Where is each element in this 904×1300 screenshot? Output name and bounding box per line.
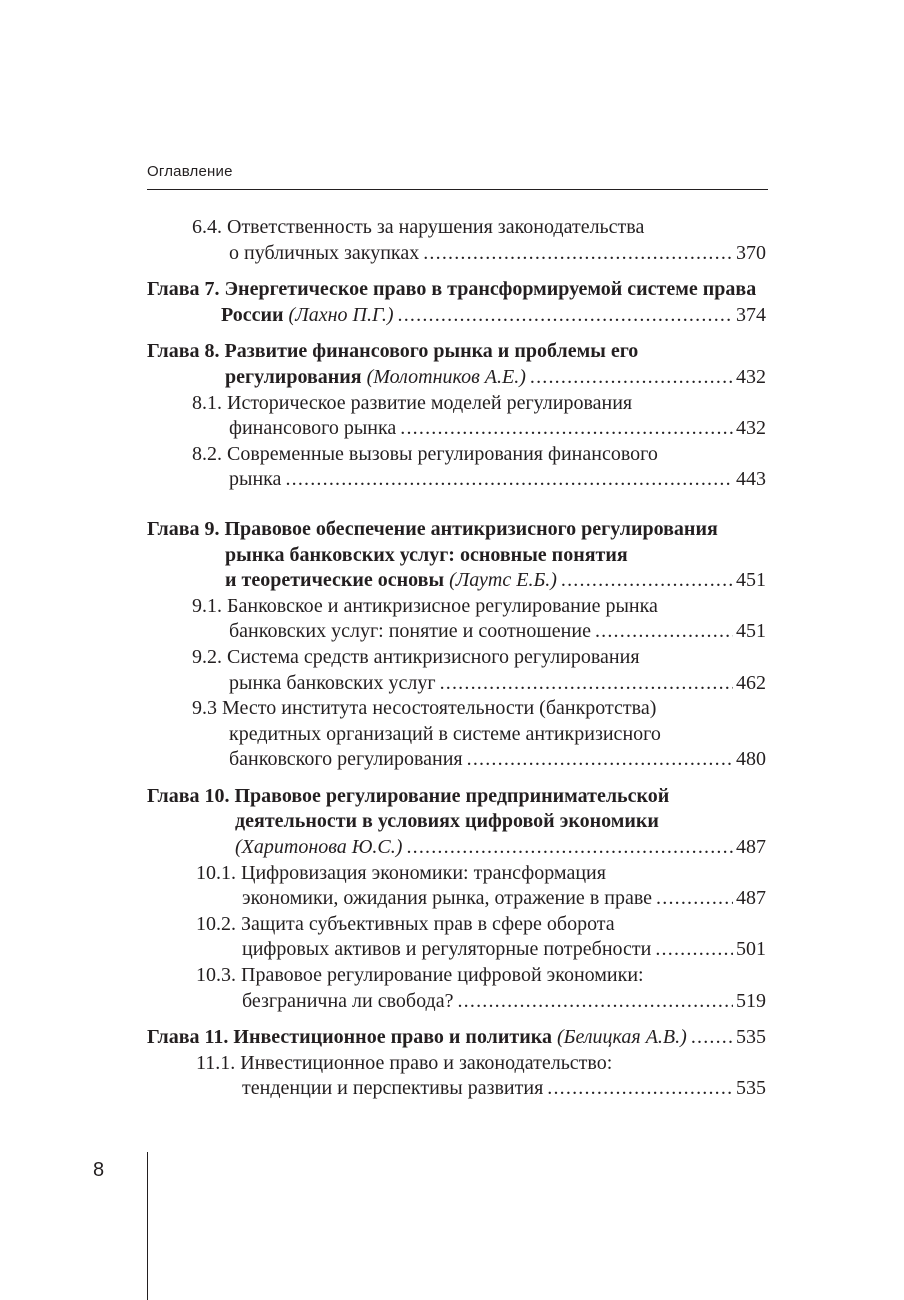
toc-page-number: 374	[736, 303, 766, 326]
toc-page-number: 443	[736, 468, 766, 491]
toc-page-number: 501	[736, 938, 766, 961]
toc-section-title: 6.4. Ответственность за нарушения законодательства	[192, 216, 645, 238]
dot-leader	[467, 747, 733, 773]
toc-chapter-title-cont: рынка банковских услуг: основные понятия	[225, 543, 628, 566]
toc-section-10-2	[147, 912, 766, 963]
dot-leader	[655, 937, 733, 963]
toc-section-8-1	[147, 391, 766, 442]
toc-page-number: 432	[736, 365, 766, 388]
toc-page-number: 487	[736, 887, 766, 910]
toc-chapter-author: (Белицкая А.В.)	[557, 1026, 687, 1049]
toc-chapter-title: Глава 9. Правовое обеспечение антикризисного регулирования	[147, 517, 718, 540]
toc-chapter-title-cont: России	[221, 303, 284, 326]
toc-section-11-1	[147, 1051, 766, 1102]
toc-section-title-cont: экономики, ожидания рынка, отражение в праве	[242, 887, 653, 910]
toc-section-10-1	[147, 861, 766, 912]
toc-chapter-author: (Молотников А.Е.)	[366, 365, 526, 388]
toc-section-6-4	[147, 215, 766, 266]
toc-chapter-8	[147, 339, 766, 390]
toc-chapter-7	[147, 277, 766, 328]
toc-chapter-10	[147, 784, 766, 861]
header-rule	[147, 189, 768, 190]
toc-chapter-title: Глава 10. Правовое регулирование предпринимательской	[147, 784, 670, 807]
toc-section-title-cont: кредитных организаций в системе антикризисного	[229, 722, 661, 745]
toc-page-number: 370	[736, 241, 766, 264]
margin-rule	[147, 1152, 148, 1300]
toc-chapter-title-cont: и теоретические основы	[225, 569, 445, 592]
toc-section-title: 9.2. Система средств антикризисного регулирования	[192, 645, 640, 668]
toc-page-number: 451	[736, 569, 766, 592]
toc-chapter-9	[147, 517, 766, 594]
page-number: 8	[93, 1159, 105, 1181]
toc-page-number: 487	[736, 836, 766, 859]
toc-page-number: 535	[736, 1026, 766, 1049]
toc-chapter-11	[147, 1025, 766, 1051]
dot-leader	[423, 241, 733, 267]
dot-leader	[400, 416, 733, 442]
toc-page-number: 451	[736, 620, 766, 643]
toc-chapter-title-cont: регулирования	[225, 365, 362, 388]
toc-page-number: 432	[736, 417, 766, 440]
toc-section-8-2	[147, 442, 766, 493]
toc-chapter-author: (Лахно П.Г.)	[288, 303, 394, 326]
toc-section-9-2	[147, 645, 766, 696]
dot-leader	[561, 568, 733, 594]
toc-section-title-cont: о публичных закупках	[229, 241, 420, 264]
dot-leader	[285, 467, 733, 493]
toc-chapter-title: Глава 11. Инвестиционное право и политика	[147, 1026, 552, 1049]
toc-section-title-cont: финансового рынка	[229, 417, 397, 440]
dot-leader	[398, 303, 733, 329]
toc-section-9-3	[147, 696, 766, 773]
dot-leader	[440, 671, 733, 697]
toc-section-title: 10.2. Защита субъективных прав в сфере оборота	[196, 912, 615, 935]
toc-section-title-cont: тенденции и перспективы развития	[242, 1077, 544, 1100]
toc-section-9-1	[147, 594, 766, 645]
toc-section-title: 10.1. Цифровизация экономики: трансформация	[196, 861, 606, 884]
toc-section-title: 11.1. Инвестиционное право и законодательство:	[196, 1051, 613, 1074]
toc-section-title-cont: безгранична ли свобода?	[242, 989, 454, 1012]
toc-section-title: 8.1. Историческое развитие моделей регулирования	[192, 391, 633, 414]
toc-chapter-author: (Лаутс Е.Б.)	[449, 569, 557, 592]
toc-chapter-author: (Харитонова Ю.С.)	[235, 836, 403, 859]
dot-leader	[547, 1076, 733, 1102]
toc-section-title-cont: цифровых активов и регуляторные потребности	[242, 938, 652, 961]
table-of-contents	[147, 215, 766, 1102]
toc-section-title: 9.1. Банковское и антикризисное регулирование рынка	[192, 594, 658, 617]
dot-leader	[656, 886, 733, 912]
running-head: Оглавление	[147, 163, 233, 180]
toc-chapter-title: Глава 8. Развитие финансового рынка и проблемы его	[147, 340, 639, 363]
toc-chapter-title: Глава 7. Энергетическое право в трансформируемой системе права	[147, 278, 757, 301]
toc-chapter-title-cont: деятельности в условиях цифровой экономики	[235, 810, 659, 833]
dot-leader	[691, 1025, 733, 1051]
toc-section-title-cont: рынка	[229, 468, 282, 491]
toc-section-title-cont: банковских услуг: понятие и соотношение	[229, 620, 591, 643]
toc-section-10-3	[147, 963, 766, 1014]
toc-section-title: 10.3. Правовое регулирование цифровой экономики:	[196, 964, 644, 987]
dot-leader	[595, 619, 733, 645]
toc-section-title: 8.2. Современные вызовы регулирования финансового	[192, 442, 658, 465]
dot-leader	[530, 365, 733, 391]
toc-page-number: 462	[736, 671, 766, 694]
toc-section-title-cont: банковского регулирования	[229, 748, 463, 771]
dot-leader	[406, 835, 733, 861]
dot-leader	[457, 989, 733, 1015]
toc-page-number: 480	[736, 748, 766, 771]
toc-section-title: 9.3 Место института несостоятельности (банкротства)	[192, 697, 657, 720]
toc-page-number: 519	[736, 989, 766, 1012]
toc-page-number: 535	[736, 1077, 766, 1100]
toc-section-title-cont: рынка банковских услуг	[229, 671, 436, 694]
